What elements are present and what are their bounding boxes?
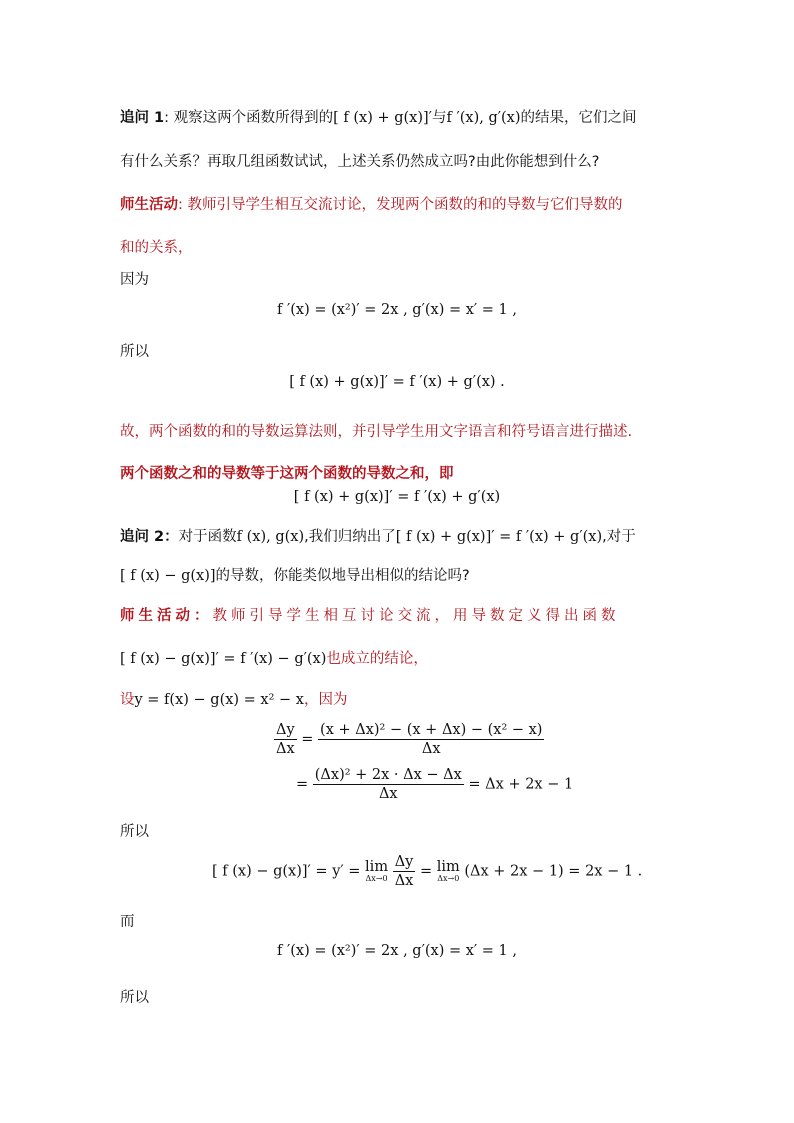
activity-2-label: 师生活动： bbox=[120, 608, 213, 624]
question-2-expr-functions: f (x), g(x) bbox=[236, 529, 305, 545]
lim-text-2: lim bbox=[436, 858, 460, 875]
question-2-label: 追问 2： bbox=[120, 529, 179, 545]
limit-denominator: Δx bbox=[394, 873, 414, 889]
therefore-3: 所以 bbox=[120, 990, 149, 1006]
therefore-1: 所以 bbox=[120, 344, 149, 360]
lim-subscript-2: Δx→0 bbox=[437, 874, 460, 884]
activity-1-label: 师生活动 bbox=[120, 197, 178, 213]
question-2-expr-difference: [ f (x) − g(x)] bbox=[120, 568, 216, 584]
expanded-numerator: (Δx)² + 2x · Δx − Δx bbox=[314, 767, 462, 783]
activity-2-text-a: 教师引导学生相互讨论交流，用导数定义得出函数 bbox=[212, 608, 620, 624]
limit-fraction bbox=[393, 854, 416, 889]
question-1-label: 追问 1 bbox=[120, 110, 165, 126]
dx-denominator: Δx bbox=[276, 741, 295, 757]
derivation-line-1: $\frac{\Delta y}{\Delta x}$ = $\frac{\text{(x + Δx)² − (x + Δx) − (x² − x)}}{\Delta x}$ bbox=[276, 722, 543, 757]
question-2-line-2 bbox=[120, 564, 470, 585]
let-expr: y = f(x) − g(x) = x² − x bbox=[134, 692, 304, 708]
question-1-mid: 与 bbox=[431, 110, 447, 126]
question-1-expr-derivs: f ′(x), g′(x) bbox=[446, 110, 521, 126]
question-2-expr-sum-rule: [ f (x) + g(x)]′ = f ′(x) + g′(x) bbox=[395, 529, 603, 545]
equation-3: [ f (x) + g(x)]′ = f ′(x) + g′(x) bbox=[293, 489, 501, 505]
question-1-text-a: : 观察这两个函数所得到的 bbox=[164, 110, 334, 126]
let-line bbox=[120, 688, 347, 709]
lim-text-1: lim bbox=[365, 858, 389, 875]
because-1: 因为 bbox=[120, 272, 149, 288]
limit-equation: [ f (x) − g(x)]′ = y′ = lim Δx→0 $\frac{\Delta y}{\Delta x}$ = lim Δx→0 (Δx + 2x − 1) = 2x − 1 . bbox=[212, 854, 643, 889]
derivation-line-2: = $\frac{\text{(Δx)² + 2x · Δx − Δx}}{\Delta x}$ = Δx + 2x − 1 bbox=[296, 767, 574, 802]
and-text: 而 bbox=[120, 914, 135, 930]
difference-quotient-fraction bbox=[318, 722, 544, 757]
conclusion-1: 故，两个函数的和的导数运算法则，并引导学生用文字语言和符号语言进行描述. bbox=[120, 424, 633, 440]
expanded-result: = Δx + 2x − 1 bbox=[468, 776, 574, 793]
limit-operator-1 bbox=[365, 860, 388, 884]
question-2-text-c: ,对于 bbox=[602, 529, 636, 545]
difference-quotient-denominator: Δx bbox=[421, 741, 441, 757]
question-2-text-d: 的导数，你能类似地导出相似的结论吗? bbox=[215, 568, 470, 584]
dy-dx-fraction bbox=[274, 722, 297, 757]
limit-numerator: Δy bbox=[394, 854, 414, 870]
dy-numerator: Δy bbox=[276, 722, 295, 738]
question-2-line-1 bbox=[120, 525, 636, 546]
therefore-2: 所以 bbox=[120, 824, 149, 840]
limit-lhs: [ f (x) − g(x)]′ = y′ = bbox=[212, 863, 361, 880]
limit-tail: (Δx + 2x − 1) = 2x − 1 . bbox=[464, 863, 643, 880]
equation-4: f ′(x) = (x²)′ = 2x , g′(x) = x′ = 1 , bbox=[276, 943, 518, 959]
question-1-line-2: 有什么关系？再取几组函数试试，上述关系仍然成立吗?由此你能想到什么? bbox=[120, 154, 600, 170]
difference-quotient-numerator: (x + Δx)² − (x + Δx) − (x² − x) bbox=[320, 722, 543, 738]
question-1-text-b: 的结果，它们之间 bbox=[520, 110, 637, 126]
equation-2: [ f (x) + g(x)]′ = f ′(x) + g′(x) . bbox=[289, 374, 505, 390]
activity-1-line-1 bbox=[120, 193, 623, 214]
equation-1: f ′(x) = (x²)′ = 2x , g′(x) = x′ = 1 , bbox=[276, 302, 518, 318]
question-1-expr-sum: [ f (x) + g(x)]′ bbox=[333, 110, 432, 126]
limit-operator-2 bbox=[437, 860, 460, 884]
expanded-fraction bbox=[313, 767, 464, 802]
sum-rule-text: 两个函数之和的导数等于这两个函数的导数之和，即 bbox=[120, 466, 454, 482]
activity-2-line-1 bbox=[120, 604, 620, 625]
activity-2-line-2 bbox=[120, 647, 428, 668]
activity-1-text-a: : 教师引导学生相互交流讨论，发现两个函数的和的导数与它们导数的 bbox=[178, 197, 623, 213]
question-2-text-b: ,我们归纳出了 bbox=[304, 529, 396, 545]
activity-2-text-b: 也成立的结论， bbox=[326, 651, 428, 667]
lim-subscript-1: Δx→0 bbox=[365, 874, 388, 884]
let-label: 设 bbox=[120, 692, 135, 708]
let-tail: ，因为 bbox=[303, 692, 348, 708]
question-1-line-1 bbox=[120, 106, 637, 127]
expanded-denominator: Δx bbox=[378, 786, 398, 802]
activity-1-line-2: 和的关系， bbox=[120, 240, 193, 256]
activity-2-expr: [ f (x) − g(x)]′ = f ′(x) − g′(x) bbox=[120, 651, 327, 667]
question-2-text-a: 对于函数 bbox=[178, 529, 237, 545]
